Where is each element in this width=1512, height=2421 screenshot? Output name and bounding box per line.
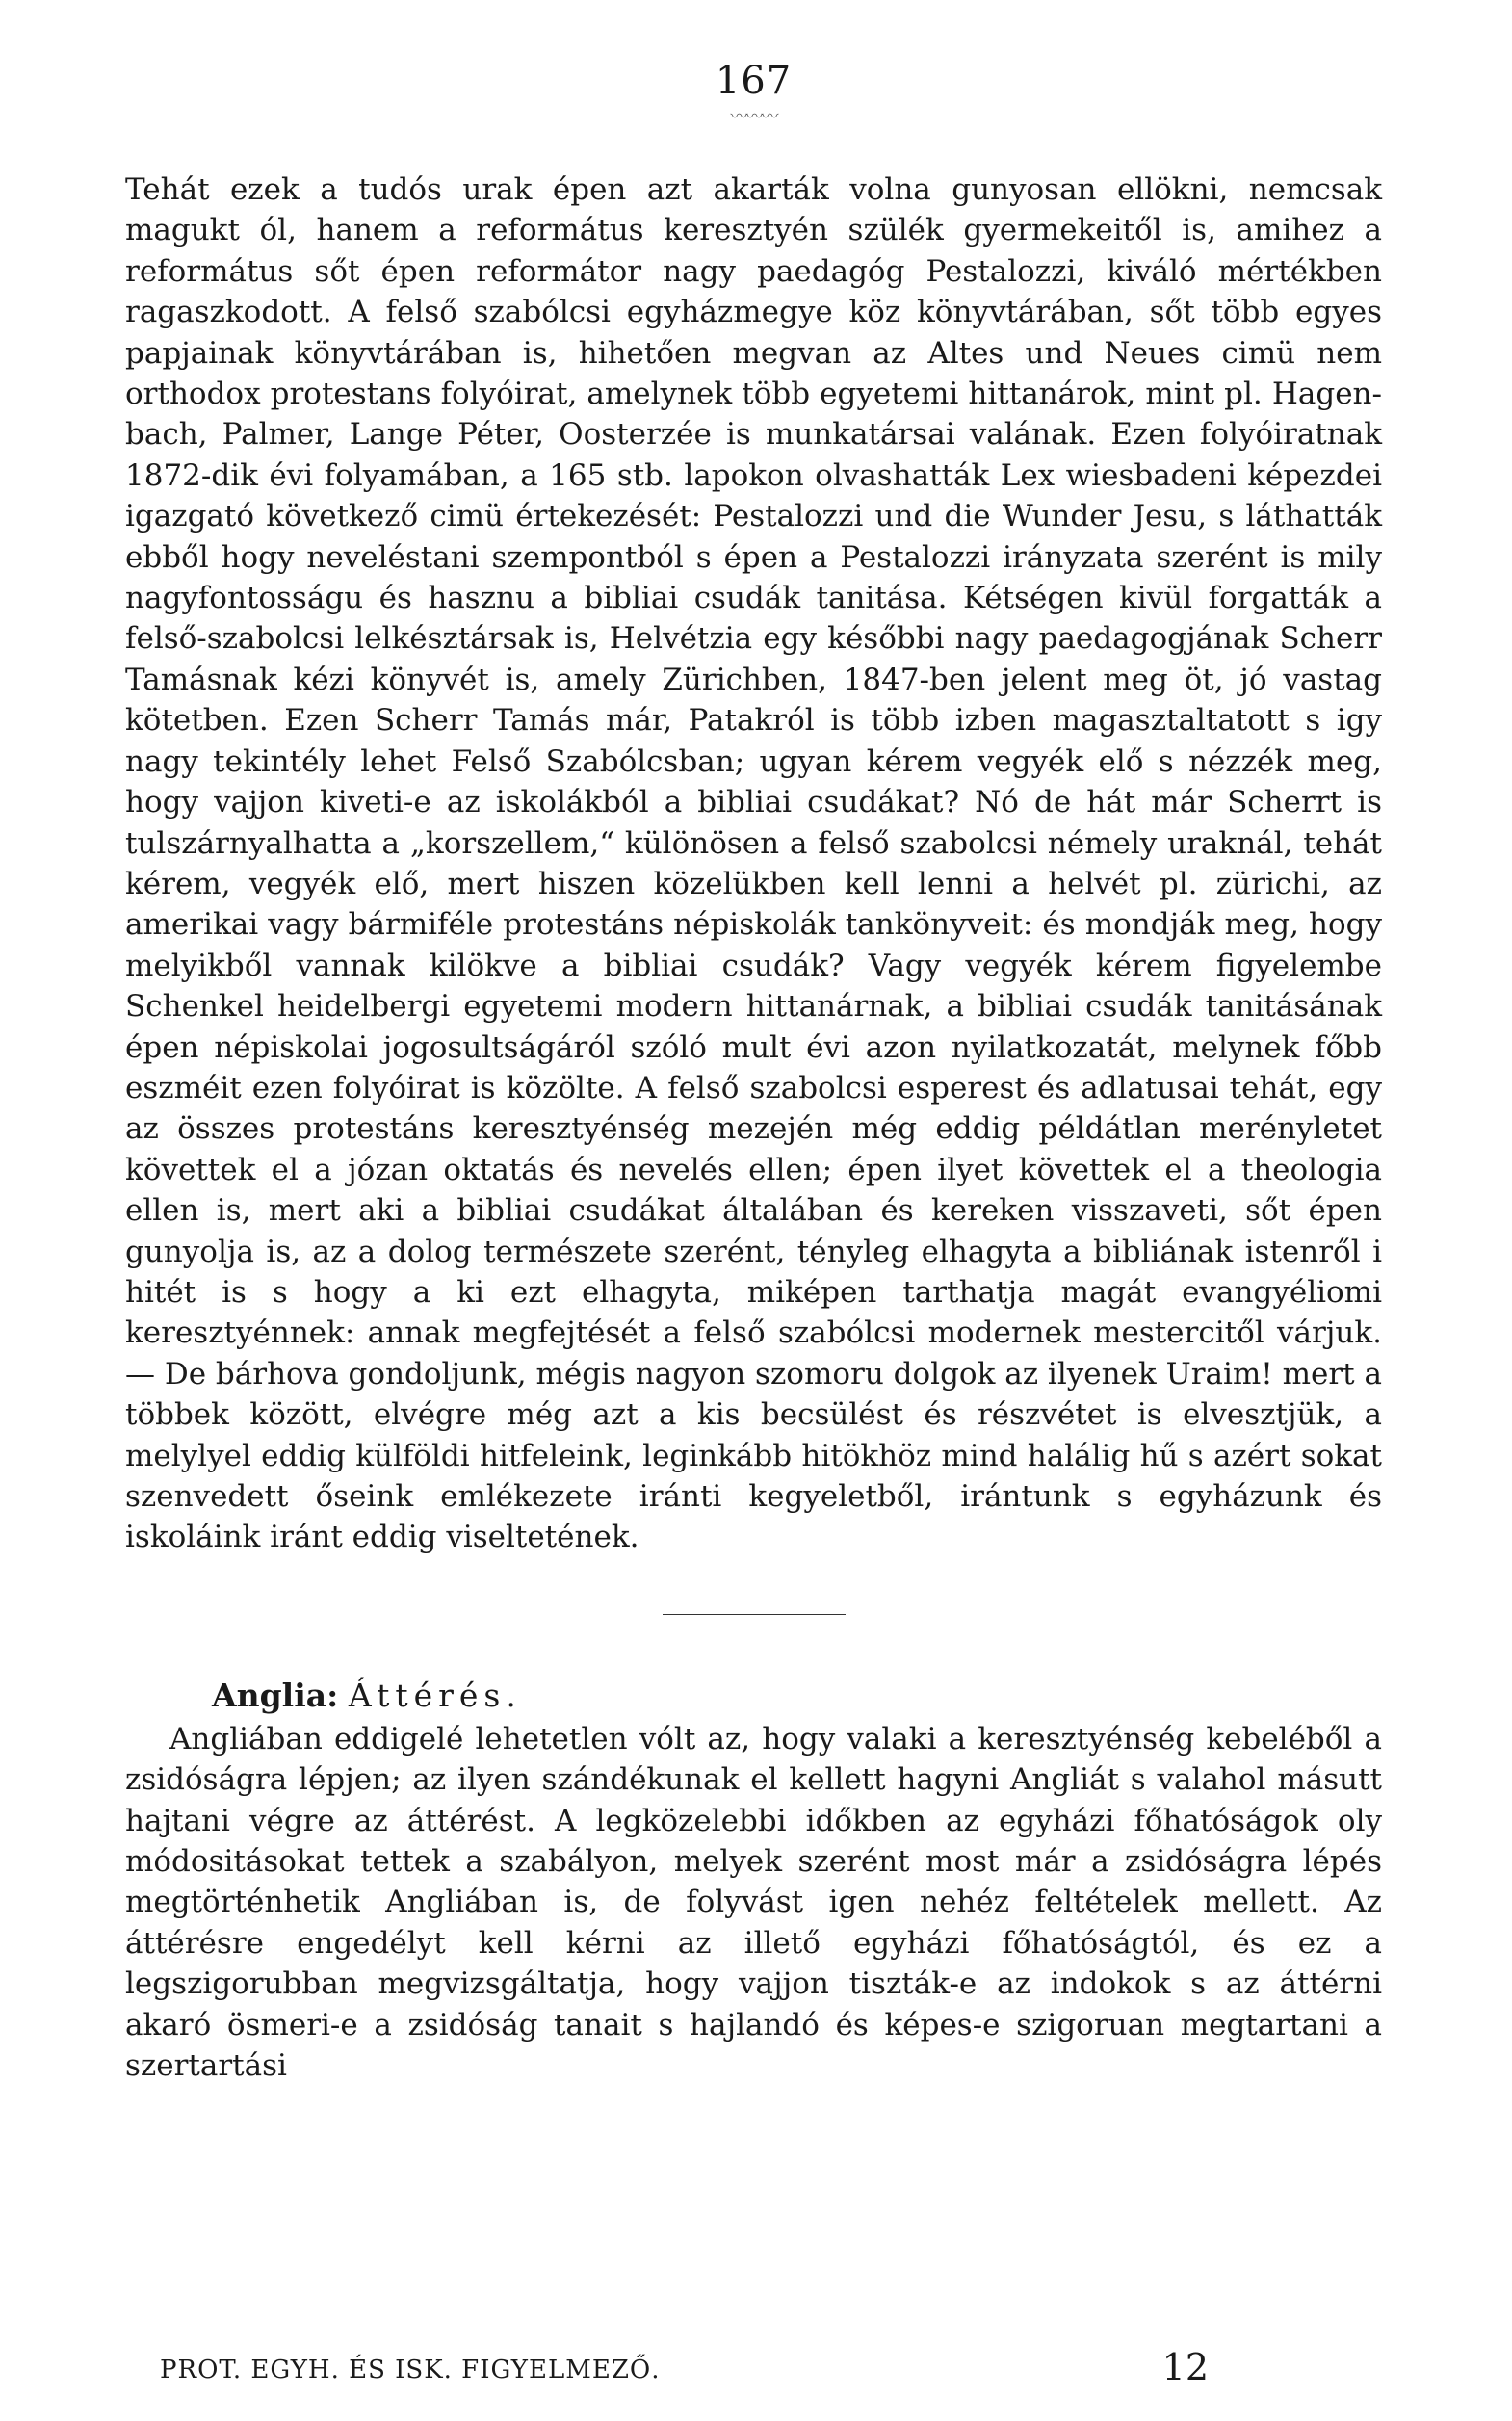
body-paragraph: Tehát ezek a tudós urak épen azt akarták volna gunyosan ellökni, nemcsak magukt ól, hanem a református keresztyén szülék gyermekeitől is, amihez a református sőt épen reformátor nagy paedagóg Pestalozzi, kiváló mértékben ragaszkodott. A felső szabólcsi egyházmegye köz könyvtárában, sőt több egyes papjainak könyvtárában is, hihetően megvan az Altes und Neues cimü nem orthodox protestans folyóirat, amelynek több egyetemi hittanárok, mint pl. Hagenbach, Palmer, Lange Péter, Oosterzée is munkatársai valának. Ezen folyóiratnak 1872-dik évi folyamában, a 165 stb. lapokon olvashatták Lex wiesbadeni képezdei igazgató következő cimü értekezését: Pestalozzi und die Wunder Jesu, s láthatták ebből hogy neveléstani szempontból s épen a Pestalozzi irányzata szerént is mily nagyfontosságu és hasznu a bibliai csudák tanitása. Kétségen kivül forgatták a felső-szabolcsi lelkésztársak is, Helvétzia egy későbbi nagy paedagogjának Scherr Tamásnak kézi könyvét is, amely Zürichben, 1847-ben jelent meg öt, jó vastag kötetben. Ezen Scherr Tamás már, Patakról is több izben magasztaltatott s igy nagy tekintély lehet Felső Szabólcsban; ugyan kérem vegyék elő s nézzék meg, hogy vajjon kiveti-e az iskolákból a bibliai csudákat? Nó de hát már Scherrt is tulszárnyalhatta a „korszellem,“ különösen a felső szabolcsi némely uraknál, tehát kérem, vegyék elő, mert hiszen közelükben kell lenni a helvét pl. zürichi, az amerikai vagy bármiféle protestáns népiskolák tankönyveit: és mondják meg, hogy melyikből vannak kilökve a bibliai csudák? Vagy vegyék kérem figyelembe Schenkel heidelbergi egyetemi modern hittanárnak, a bibliai csudák tanitásának épen népiskolai jogosultságáról szóló mult évi azon nyilatkozatát, melynek főbb eszméit ezen folyóirat is közölte. A felső szabolcsi esperest és adlatusai tehát, egy az összes protestáns keresztyénség mezején még eddig példátlan merényletet követtek el a józan oktatás és nevelés ellen; épen ilyet követtek el a theologia ellen is, mert aki a bibliai csudákat általában és kereken visszaveti, sőt épen gunyolja is, az a dolog természete szerént, tényleg elhagyta a bibliának istenről i hitét is s hogy a ki ezt elhagyta, miképen tarthatja magát evangyéliomi keresztyénnek: annak megfejtését a felső szabólcsi modernek mestercitől várjuk. — De bárhova gondoljunk, mégis nagyon szomoru dolgok az ilyenek Uraim! mert a többek között, elvégre még azt a kis becsülést és részvétet is elvesztjük, a melylyel eddig külföldi hitfeleink, leginkább hitökhöz mind halálig hű s azért sokat szenvedett őseink emlékezete iránti kegyeletből, irántunk s egyházunk és iskoláink iránt eddig viseltetének. — [125, 172, 1382, 1555]
section-paragraph: Angliában eddigelé lehetetlen vólt az, hogy valaki a keresztyénség kebeléből a zsidóságra lépjen; az ilyen szándékunak el kellett hagyni Angliát s valahol másutt hajtani végre az áttérést. A legközelebbi időkben az egyházi főhatóságok oly módositásokat tettek a szabályon, melyek szerént most már a zsidóságra lépés megtörténhetik Angliában is, de folyvást igen nehéz feltételek mellett. Az áttérésre engedélyt kell kérni az illető egyházi főhatóságtól, és ez a legszigorubban megvizsgáltatja, hogy vajjon tiszták-e az indokok s az áttérni akaró ösmeri-e a zsidóság tanait s hajlandó és képes-e szigoruan megtartani a szertartási — [125, 1721, 1382, 2084]
footer-signature-number: 12 — [1161, 2346, 1209, 2388]
footer-journal-title: PROT. EGYH. ÉS ISK. FIGYELMEZŐ. — [160, 2356, 661, 2384]
section-country: Anglia: — [212, 1676, 339, 1714]
page-number: 167 — [715, 59, 793, 103]
section-topic: Áttérés. — [348, 1676, 522, 1714]
document-page — [125, 58, 1382, 2388]
section-divider — [663, 1614, 846, 1615]
section-heading — [212, 1675, 1382, 1717]
header-ornament: 〰〰〰 — [730, 107, 777, 127]
page-footer — [160, 2340, 1382, 2388]
